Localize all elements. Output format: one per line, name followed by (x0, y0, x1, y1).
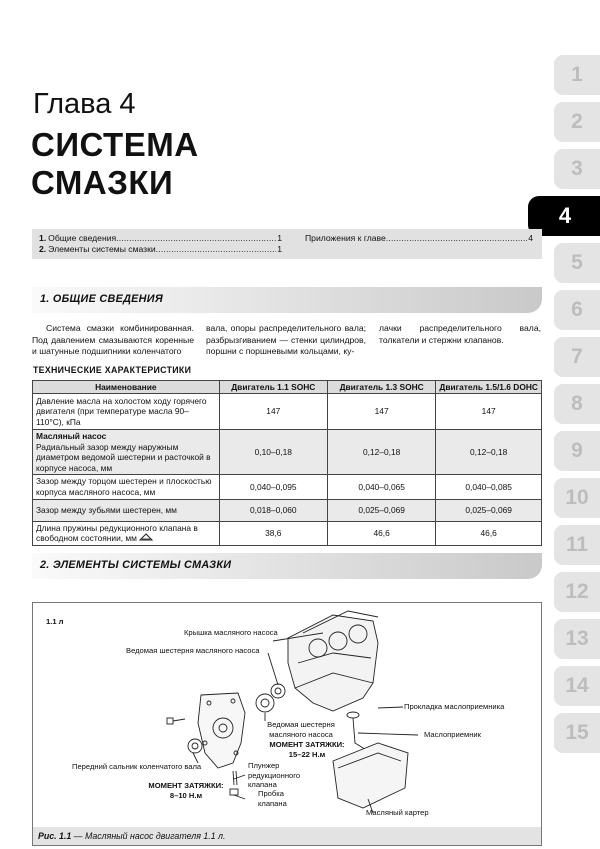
figure-caption-label: Рис. 1.1 (38, 831, 72, 841)
toc-item-page: 1 (277, 233, 282, 243)
row-value-3: 0,12–0,18 (436, 430, 542, 475)
table-row (33, 430, 542, 475)
table-row (33, 394, 542, 430)
row-value-3: 147 (436, 394, 542, 430)
row-name: Давление масла на холостом ходу горячего двигателя (при температуре масла 90–110°С), кПа (33, 394, 220, 430)
tab-chapter-11[interactable]: 11 (554, 525, 600, 565)
callout-receiver-gasket: Прокладка маслоприемника (404, 702, 505, 711)
tab-chapter-8[interactable]: 8 (554, 384, 600, 424)
toc-item-page: 4 (528, 233, 533, 243)
figure-engine-label: 1.1 л (46, 617, 64, 626)
row-value-3: 46,6 (436, 521, 542, 545)
body-text-col-2: вала, опоры распределительного вала; разбрызгиванием — стенки цилиндров, поршни с поршневыми кольцами, ку- (206, 323, 366, 356)
body-text-col-1: Система смазки комбинированная. Под давлением смазываются коренные и шатунные подшипники коленчатого (32, 323, 194, 356)
tab-chapter-2[interactable]: 2 (554, 102, 600, 142)
torque-value: 15–22 Н.м (288, 749, 326, 759)
toc-leader-dots (116, 233, 276, 243)
row-name (33, 430, 220, 475)
row-value-1: 0,018–0,060 (219, 499, 327, 521)
chapter-title-line-1: СИСТЕМА (31, 126, 199, 163)
row-value-3: 0,040–0,085 (436, 475, 542, 499)
toc-leader-dots (386, 233, 527, 243)
torque-label: МОМЕНТ ЗАТЯЖКИ: (269, 740, 345, 749)
row-name: Зазор между торцом шестерен и плоскостью корпуса масляного насоса, мм (33, 475, 220, 499)
torque-value: 8–10 Н.м (169, 790, 203, 800)
callout-driven-gear-2: Ведомая шестерня масляного насоса (267, 720, 335, 739)
row-value-3: 0,025–0,069 (436, 499, 542, 521)
callout-driven-gear: Ведомая шестерня масляного насоса (126, 646, 260, 655)
specs-table-title: ТЕХНИЧЕСКИЕ ХАРАКТЕРИСТИКИ (33, 365, 192, 375)
toc-item-number: 2. (39, 244, 47, 254)
toc-item-label: Элементы системы смазки (48, 244, 156, 254)
table-row (33, 499, 542, 521)
tab-chapter-3[interactable]: 3 (554, 149, 600, 189)
tab-chapter-12[interactable]: 12 (554, 572, 600, 612)
column-header-engine-1-3: Двигатель 1.3 SOHC (327, 381, 435, 394)
column-header-engine-1-1: Двигатель 1.1 SOHC (219, 381, 327, 394)
toc-item-elements[interactable] (39, 244, 282, 254)
row-value-1: 0,040–0,095 (219, 475, 327, 499)
toc-leader-dots (156, 244, 277, 254)
callout-torque-1 (262, 740, 352, 759)
tab-chapter-1[interactable]: 1 (554, 55, 600, 95)
row-value-2: 147 (327, 394, 435, 430)
tab-chapter-10[interactable]: 10 (554, 478, 600, 518)
table-row (33, 475, 542, 499)
tab-chapter-14[interactable]: 14 (554, 666, 600, 706)
tab-chapter-6[interactable]: 6 (554, 290, 600, 330)
section-header-elements (32, 553, 542, 579)
toc-item-page: 1 (277, 244, 282, 254)
spring-length-icon (139, 533, 153, 541)
row-name-text: Радиальный зазор между наружным диаметром ведомой шестерни и расточкой в корпусе насоса, мм (36, 441, 211, 473)
row-value-2: 0,12–0,18 (327, 430, 435, 475)
tab-chapter-13[interactable]: 13 (554, 619, 600, 659)
row-value-1: 147 (219, 394, 327, 430)
torque-label: МОМЕНТ ЗАТЯЖКИ: (148, 781, 224, 790)
row-value-1: 0,10–0,18 (219, 430, 327, 475)
tab-chapter-5[interactable]: 5 (554, 243, 600, 283)
toc-item-label: Приложения к главе (305, 233, 386, 243)
callout-pump-cover: Крышка масляного насоса (184, 628, 278, 637)
table-row (33, 521, 542, 545)
toc-item-appendix[interactable] (305, 233, 533, 243)
chapter-title-line-2: СМАЗКИ (31, 164, 174, 201)
table-header-row (33, 381, 542, 394)
tab-chapter-9[interactable]: 9 (554, 431, 600, 471)
toc-item-label: Общие сведения (48, 233, 117, 243)
toc-item-general[interactable] (39, 233, 282, 243)
chapter-label: Глава 4 (33, 88, 136, 120)
table-of-contents (32, 229, 542, 259)
row-name: Зазор между зубьями шестерен, мм (33, 499, 220, 521)
section-title: 1. ОБЩИЕ СВЕДЕНИЯ (40, 293, 164, 305)
section-title: 2. ЭЛЕМЕНТЫ СИСТЕМЫ СМАЗКИ (40, 559, 232, 571)
row-name-heading: Масляный насос (36, 431, 107, 441)
section-header-general (32, 287, 542, 313)
body-text-col-3: лачки распределительного вала, толкатели и стержни клапанов. (379, 323, 541, 345)
row-value-2: 46,6 (327, 521, 435, 545)
column-header-engine-1-5: Двигатель 1.5/1.6 DOHC (436, 381, 542, 394)
figure-caption (33, 827, 541, 845)
chapter-title (31, 126, 199, 202)
callout-oil-receiver: Маслоприемник (424, 730, 481, 739)
callout-oil-pan: Масляный картер (366, 808, 429, 817)
row-value-2: 0,025–0,069 (327, 499, 435, 521)
callout-torque-2 (136, 781, 236, 800)
figure-caption-text: — Масляный насос двигателя 1.1 л. (71, 831, 226, 841)
row-name-text: Длина пружины редукционного клапана в свободном состоянии, мм (36, 522, 198, 544)
callout-front-seal: Передний сальник коленчатого вала (72, 762, 202, 771)
tab-chapter-4-active[interactable]: 4 (528, 196, 600, 236)
specs-table (32, 380, 542, 546)
column-header-name: Наименование (33, 381, 220, 394)
callout-valve-plug: Пробка клапана (258, 789, 287, 808)
row-name (33, 521, 220, 545)
tab-chapter-7[interactable]: 7 (554, 337, 600, 377)
tab-chapter-15[interactable]: 15 (554, 713, 600, 753)
row-value-2: 0,040–0,065 (327, 475, 435, 499)
callout-plunger: Плунжер редукционного клапана (248, 761, 301, 789)
row-value-1: 38,6 (219, 521, 327, 545)
toc-item-number: 1. (39, 233, 47, 243)
